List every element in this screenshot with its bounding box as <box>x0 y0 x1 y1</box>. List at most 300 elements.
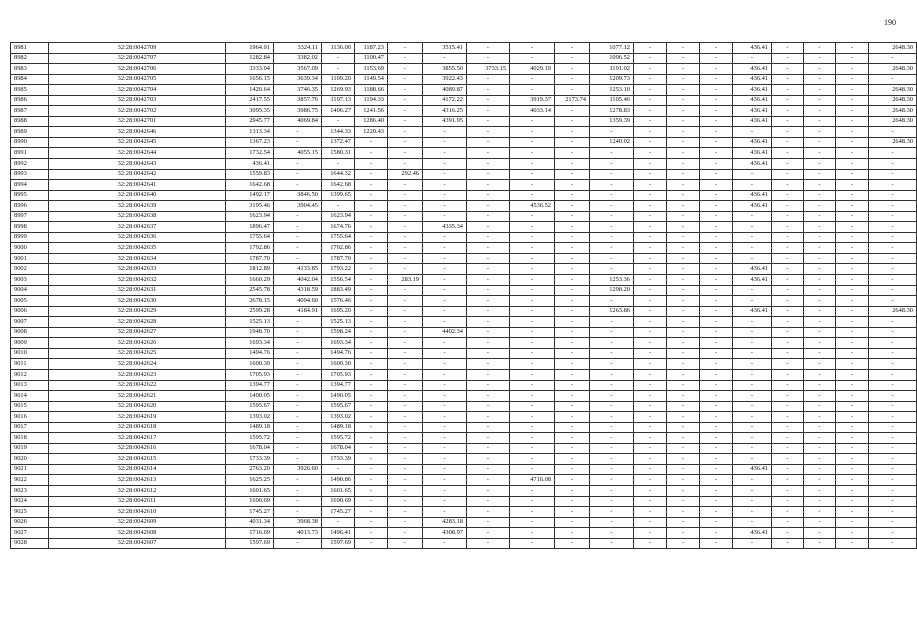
value-cell: - <box>423 296 467 307</box>
value-cell: - <box>733 327 772 338</box>
value-cell: - <box>467 412 510 423</box>
value-cell: 1595.67 <box>322 401 355 412</box>
table-row <box>11 507 917 518</box>
value-cell: - <box>667 496 700 507</box>
row-number-cell: 9027 <box>11 528 49 539</box>
value-cell: 1576.46 <box>322 296 355 307</box>
cadastral-number-cell: 32:28:0042706 <box>49 64 226 75</box>
value-cell: - <box>772 180 804 191</box>
value-cell: - <box>836 159 869 170</box>
value-cell: 3922.43 <box>423 74 467 85</box>
value-cell: - <box>274 169 322 180</box>
value-cell: 1496.41 <box>322 528 355 539</box>
value-cell: - <box>510 211 555 222</box>
value-cell: - <box>467 85 510 96</box>
value-cell: - <box>700 401 733 412</box>
value-cell: - <box>555 538 590 549</box>
value-cell: - <box>355 412 388 423</box>
value-cell: 1787.70 <box>226 253 274 264</box>
value-cell: 2763.20 <box>226 464 274 475</box>
value-cell: - <box>634 391 667 402</box>
value-cell: - <box>510 127 555 138</box>
value-cell: - <box>467 475 510 486</box>
value-cell: - <box>388 148 423 159</box>
value-cell: 283.19 <box>388 275 423 286</box>
value-cell: - <box>836 538 869 549</box>
cadastral-number-cell: 32:28:0042627 <box>49 327 226 338</box>
value-cell: 1678.04 <box>322 443 355 454</box>
value-cell: - <box>388 338 423 349</box>
value-cell: - <box>388 222 423 233</box>
value-cell: 1601.65 <box>226 485 274 496</box>
value-cell: - <box>634 169 667 180</box>
value-cell: - <box>423 53 467 64</box>
value-cell: - <box>555 243 590 254</box>
value-cell: - <box>869 285 917 296</box>
cadastral-number-cell: 32:28:0042635 <box>49 243 226 254</box>
value-cell: - <box>667 338 700 349</box>
cadastral-number-cell: 32:28:0042611 <box>49 496 226 507</box>
value-cell: - <box>634 359 667 370</box>
value-cell: - <box>634 106 667 117</box>
cadastral-number-cell: 32:28:0042613 <box>49 475 226 486</box>
value-cell: - <box>772 464 804 475</box>
value-cell: 2945.77 <box>226 116 274 127</box>
value-cell: - <box>733 507 772 518</box>
table-row <box>11 159 917 170</box>
value-cell: - <box>555 264 590 275</box>
value-cell: - <box>733 380 772 391</box>
value-cell: 1693.34 <box>322 338 355 349</box>
table-row <box>11 443 917 454</box>
value-cell: - <box>510 148 555 159</box>
value-cell: 1492.17 <box>226 190 274 201</box>
value-cell: - <box>772 380 804 391</box>
value-cell: - <box>274 180 322 191</box>
value-cell: - <box>836 264 869 275</box>
value-cell: 1690.69 <box>322 496 355 507</box>
value-cell: 1793.22 <box>322 264 355 275</box>
value-cell: - <box>467 222 510 233</box>
cadastral-number-cell: 32:28:0042626 <box>49 338 226 349</box>
value-cell: - <box>388 412 423 423</box>
value-cell: - <box>355 496 388 507</box>
value-cell: - <box>869 53 917 64</box>
value-cell: - <box>700 148 733 159</box>
value-cell: - <box>634 538 667 549</box>
value-cell: 3382.02 <box>274 53 322 64</box>
value-cell: - <box>388 53 423 64</box>
value-cell: - <box>355 201 388 212</box>
value-cell: - <box>555 253 590 264</box>
cadastral-number-cell: 32:28:0042701 <box>49 116 226 127</box>
value-cell: - <box>388 201 423 212</box>
value-cell: - <box>869 159 917 170</box>
value-cell: 1792.86 <box>226 243 274 254</box>
value-cell: - <box>700 53 733 64</box>
cadastral-number-cell: 32:28:0042607 <box>49 538 226 549</box>
value-cell: - <box>700 285 733 296</box>
value-cell: - <box>836 296 869 307</box>
value-cell: 1745.27 <box>322 507 355 518</box>
value-cell: - <box>510 85 555 96</box>
value-cell: - <box>772 433 804 444</box>
value-cell: - <box>555 159 590 170</box>
value-cell: - <box>836 391 869 402</box>
value-cell: - <box>667 64 700 75</box>
value-cell: - <box>804 507 836 518</box>
value-cell: 1197.13 <box>322 95 355 106</box>
value-cell: - <box>423 317 467 328</box>
value-cell: 1595.72 <box>322 433 355 444</box>
value-cell: - <box>555 496 590 507</box>
value-cell: - <box>772 169 804 180</box>
value-cell: 1705.93 <box>322 369 355 380</box>
value-cell: - <box>836 464 869 475</box>
row-number-cell: 8993 <box>11 169 49 180</box>
value-cell: - <box>733 496 772 507</box>
value-cell: 3846.50 <box>274 190 322 201</box>
value-cell: 1597.69 <box>322 538 355 549</box>
value-cell: 3919.37 <box>510 95 555 106</box>
value-cell: - <box>423 422 467 433</box>
value-cell: - <box>869 243 917 254</box>
value-cell: 436.41 <box>733 159 772 170</box>
value-cell: - <box>700 116 733 127</box>
value-cell: - <box>590 517 634 528</box>
value-cell: - <box>274 359 322 370</box>
value-cell: - <box>555 412 590 423</box>
cadastral-number-cell: 32:28:0042608 <box>49 528 226 539</box>
value-cell: - <box>869 475 917 486</box>
value-cell: - <box>634 348 667 359</box>
value-cell: - <box>590 475 634 486</box>
value-cell: 1393.02 <box>322 412 355 423</box>
value-cell: - <box>388 127 423 138</box>
value-cell: - <box>355 169 388 180</box>
value-cell: - <box>804 159 836 170</box>
value-cell: 1077.12 <box>590 43 634 54</box>
value-cell: - <box>700 338 733 349</box>
value-cell: - <box>590 253 634 264</box>
value-cell: - <box>804 211 836 222</box>
cadastral-number-cell: 32:28:0042629 <box>49 306 226 317</box>
page-number: 190 <box>884 18 896 27</box>
value-cell: - <box>733 53 772 64</box>
cadastral-number-cell: 32:28:0042619 <box>49 412 226 423</box>
value-cell: - <box>804 538 836 549</box>
value-cell: - <box>634 285 667 296</box>
value-cell: 2648.30 <box>869 64 917 75</box>
value-cell: - <box>274 327 322 338</box>
value-cell: - <box>510 528 555 539</box>
value-cell: - <box>423 443 467 454</box>
value-cell: 436.41 <box>226 159 274 170</box>
value-cell: - <box>700 433 733 444</box>
value-cell: - <box>700 106 733 117</box>
value-cell: - <box>355 391 388 402</box>
value-cell: 3639.34 <box>274 74 322 85</box>
value-cell: - <box>667 485 700 496</box>
value-cell: - <box>804 517 836 528</box>
value-cell: - <box>804 243 836 254</box>
value-cell: - <box>274 485 322 496</box>
table-row <box>11 53 917 64</box>
value-cell: - <box>590 211 634 222</box>
value-cell: - <box>423 264 467 275</box>
row-number-cell: 9025 <box>11 507 49 518</box>
value-cell: - <box>836 43 869 54</box>
value-cell: - <box>634 496 667 507</box>
value-cell: 436.41 <box>733 464 772 475</box>
value-cell: - <box>355 327 388 338</box>
value-cell: 4391.95 <box>423 116 467 127</box>
value-cell: - <box>772 85 804 96</box>
value-cell: - <box>804 433 836 444</box>
value-cell: - <box>733 401 772 412</box>
value-cell: 1153.69 <box>355 64 388 75</box>
value-cell: - <box>322 517 355 528</box>
value-cell: - <box>772 338 804 349</box>
value-cell: - <box>733 222 772 233</box>
value-cell: - <box>836 253 869 264</box>
value-cell: - <box>772 296 804 307</box>
value-cell: - <box>667 232 700 243</box>
cadastral-number-cell: 32:28:0042621 <box>49 391 226 402</box>
row-number-cell: 9028 <box>11 538 49 549</box>
value-cell: - <box>423 391 467 402</box>
row-number-cell: 8995 <box>11 190 49 201</box>
value-cell: 1494.76 <box>322 348 355 359</box>
value-cell: - <box>388 85 423 96</box>
value-cell: - <box>388 496 423 507</box>
value-cell: - <box>634 380 667 391</box>
value-cell: 1559.83 <box>226 169 274 180</box>
value-cell: 1298.20 <box>590 285 634 296</box>
value-cell: - <box>836 517 869 528</box>
row-number-cell: 8999 <box>11 232 49 243</box>
value-cell: - <box>667 43 700 54</box>
value-cell: - <box>804 464 836 475</box>
value-cell: 1601.65 <box>322 485 355 496</box>
value-cell: - <box>467 127 510 138</box>
value-cell: 1100.47 <box>355 53 388 64</box>
value-cell: - <box>423 285 467 296</box>
value-cell: - <box>772 201 804 212</box>
value-cell: - <box>804 327 836 338</box>
value-cell: 4316.25 <box>423 106 467 117</box>
value-cell: - <box>555 74 590 85</box>
value-cell: - <box>634 296 667 307</box>
value-cell: - <box>510 391 555 402</box>
value-cell: 4318.59 <box>274 285 322 296</box>
value-cell: - <box>634 507 667 518</box>
value-cell: - <box>322 116 355 127</box>
value-cell: - <box>804 253 836 264</box>
value-cell: - <box>423 359 467 370</box>
table-row <box>11 296 917 307</box>
value-cell: - <box>590 159 634 170</box>
value-cell: 1313.34 <box>226 127 274 138</box>
cadastral-number-cell: 32:28:0042633 <box>49 264 226 275</box>
value-cell: - <box>836 412 869 423</box>
value-cell: - <box>388 391 423 402</box>
cadastral-number-cell: 32:28:0042617 <box>49 433 226 444</box>
cadastral-number-cell: 32:28:0042612 <box>49 485 226 496</box>
value-cell: - <box>869 127 917 138</box>
value-cell: - <box>804 338 836 349</box>
table-row <box>11 85 917 96</box>
value-cell: 2599.28 <box>226 306 274 317</box>
table-row <box>11 148 917 159</box>
value-cell: - <box>772 401 804 412</box>
value-cell: - <box>700 380 733 391</box>
value-cell: - <box>700 275 733 286</box>
value-cell: - <box>555 454 590 465</box>
value-cell: - <box>667 127 700 138</box>
value-cell: - <box>733 253 772 264</box>
cadastral-number-cell: 32:28:0042639 <box>49 201 226 212</box>
value-cell: - <box>772 517 804 528</box>
table-row <box>11 137 917 148</box>
value-cell: - <box>388 95 423 106</box>
value-cell: - <box>423 496 467 507</box>
row-number-cell: 8985 <box>11 85 49 96</box>
value-cell: - <box>555 127 590 138</box>
value-cell: - <box>274 454 322 465</box>
value-cell: 1787.70 <box>322 253 355 264</box>
value-cell: - <box>423 211 467 222</box>
value-cell: - <box>634 180 667 191</box>
value-cell: 1896.47 <box>226 222 274 233</box>
row-number-cell: 9005 <box>11 296 49 307</box>
value-cell: - <box>634 412 667 423</box>
row-number-cell: 9015 <box>11 401 49 412</box>
value-cell: - <box>836 454 869 465</box>
value-cell: - <box>467 232 510 243</box>
value-cell: - <box>836 475 869 486</box>
value-cell: - <box>355 369 388 380</box>
value-cell: - <box>634 306 667 317</box>
row-number-cell: 9003 <box>11 275 49 286</box>
value-cell: 4335.34 <box>423 222 467 233</box>
value-cell: - <box>700 485 733 496</box>
value-cell: - <box>869 538 917 549</box>
value-cell: - <box>869 443 917 454</box>
value-cell: - <box>423 485 467 496</box>
value-cell: 436.41 <box>733 306 772 317</box>
value-cell: - <box>590 264 634 275</box>
value-cell: - <box>772 538 804 549</box>
value-cell: - <box>667 528 700 539</box>
value-cell: 3986.75 <box>274 106 322 117</box>
value-cell: 4184.91 <box>274 306 322 317</box>
table-row <box>11 380 917 391</box>
cadastral-number-cell: 32:28:0042642 <box>49 169 226 180</box>
value-cell: - <box>804 190 836 201</box>
value-cell: - <box>836 433 869 444</box>
value-cell: - <box>772 222 804 233</box>
value-cell: 1964.91 <box>226 43 274 54</box>
table-row <box>11 517 917 528</box>
value-cell: 1240.02 <box>590 137 634 148</box>
table-row <box>11 422 917 433</box>
value-cell: 1695.20 <box>322 306 355 317</box>
value-cell: 2648.30 <box>869 43 917 54</box>
value-cell: - <box>355 317 388 328</box>
value-cell: - <box>772 137 804 148</box>
value-cell: - <box>667 116 700 127</box>
value-cell: - <box>467 507 510 518</box>
value-cell: - <box>590 169 634 180</box>
value-cell: - <box>590 232 634 243</box>
row-number-cell: 8983 <box>11 64 49 75</box>
value-cell: - <box>772 275 804 286</box>
value-cell: - <box>700 528 733 539</box>
value-cell: - <box>700 507 733 518</box>
value-cell: - <box>467 253 510 264</box>
value-cell: - <box>836 95 869 106</box>
value-cell: 1733.39 <box>322 454 355 465</box>
value-cell: - <box>772 74 804 85</box>
value-cell: - <box>510 317 555 328</box>
value-cell: - <box>804 169 836 180</box>
value-cell: - <box>869 180 917 191</box>
value-cell: - <box>634 264 667 275</box>
cadastral-number-cell: 32:28:0042640 <box>49 190 226 201</box>
cadastral-number-cell: 32:28:0042624 <box>49 359 226 370</box>
value-cell: - <box>772 391 804 402</box>
cadastral-number-cell: 32:28:0042704 <box>49 85 226 96</box>
value-cell: 1282.84 <box>226 53 274 64</box>
cadastral-number-cell: 32:28:0042632 <box>49 275 226 286</box>
value-cell: - <box>355 296 388 307</box>
value-cell: - <box>423 348 467 359</box>
value-cell: - <box>634 443 667 454</box>
value-cell: 1693.34 <box>226 338 274 349</box>
value-cell: 1344.33 <box>322 127 355 138</box>
value-cell: - <box>634 201 667 212</box>
value-cell: - <box>555 190 590 201</box>
value-cell: - <box>634 232 667 243</box>
value-cell: - <box>700 443 733 454</box>
value-cell: - <box>590 348 634 359</box>
value-cell: 4069.84 <box>274 116 322 127</box>
value-cell: - <box>700 264 733 275</box>
value-cell: - <box>555 507 590 518</box>
value-cell: - <box>274 243 322 254</box>
table-body <box>11 43 917 549</box>
value-cell: - <box>772 264 804 275</box>
table-row <box>11 348 917 359</box>
value-cell: - <box>274 232 322 243</box>
value-cell: - <box>772 106 804 117</box>
value-cell: - <box>555 485 590 496</box>
value-cell: - <box>733 169 772 180</box>
value-cell: - <box>804 359 836 370</box>
value-cell: 4094.60 <box>274 296 322 307</box>
value-cell: - <box>634 137 667 148</box>
value-cell: - <box>510 243 555 254</box>
value-cell: - <box>772 475 804 486</box>
cadastral-number-cell: 32:28:0042618 <box>49 422 226 433</box>
value-cell: 436.41 <box>733 95 772 106</box>
value-cell: - <box>667 380 700 391</box>
value-cell: - <box>700 538 733 549</box>
value-cell: - <box>423 538 467 549</box>
row-number-cell: 8989 <box>11 127 49 138</box>
value-cell: - <box>700 517 733 528</box>
